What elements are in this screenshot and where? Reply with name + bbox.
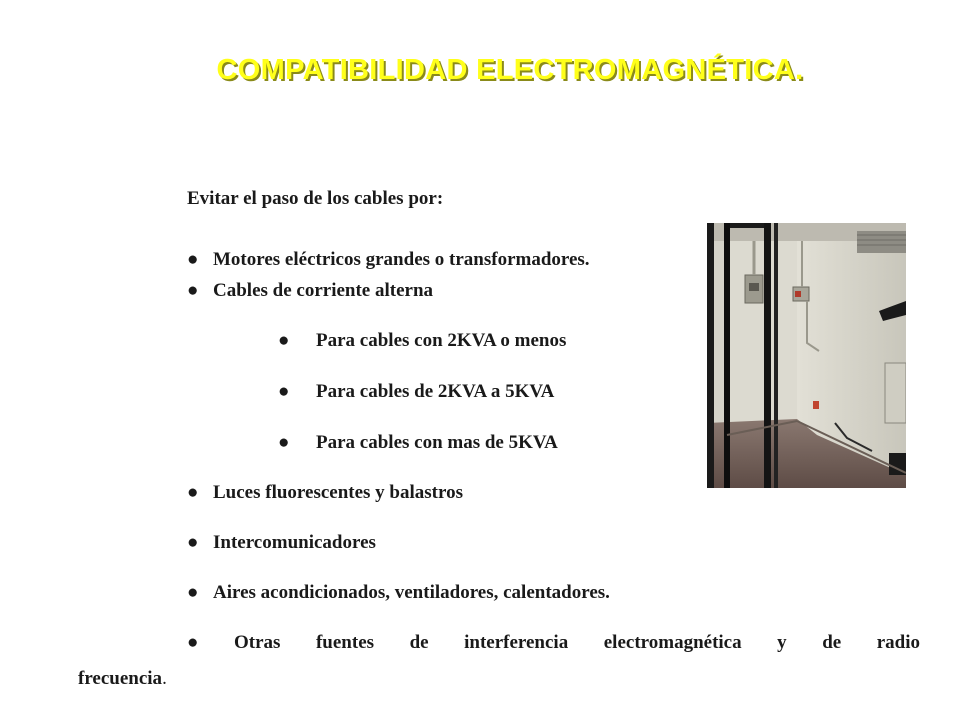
server-room-photo bbox=[707, 223, 906, 488]
bullet-icon: ● bbox=[278, 381, 290, 402]
intro-text: Evitar el paso de los cables por: bbox=[187, 188, 444, 209]
bullet-icon: ● bbox=[278, 330, 290, 351]
word: de bbox=[822, 632, 842, 653]
list-item bbox=[187, 482, 463, 504]
list-item-label: Luces fluorescentes y balastros bbox=[213, 482, 463, 503]
bullet-icon: ● bbox=[187, 249, 199, 270]
list-item-label: Cables de corriente alterna bbox=[213, 280, 434, 301]
sub-list-item bbox=[278, 432, 558, 454]
list-item-label: Aires acondicionados, ventiladores, calentadores. bbox=[213, 582, 610, 603]
list-item-label: Motores eléctricos grandes o transformadores. bbox=[213, 249, 590, 270]
list-item-continuation bbox=[78, 668, 167, 690]
list-item bbox=[187, 280, 433, 302]
list-item-label: Intercomunicadores bbox=[213, 532, 376, 553]
word: Otras bbox=[234, 632, 281, 653]
word: radio bbox=[876, 632, 920, 653]
sub-list-item-label: Para cables de 2KVA a 5KVA bbox=[316, 381, 555, 402]
bullet-icon: ● bbox=[187, 582, 199, 603]
bullet-icon: ● bbox=[278, 432, 290, 453]
word: fuentes bbox=[315, 632, 375, 653]
word: y bbox=[777, 632, 787, 653]
word: de bbox=[409, 632, 429, 653]
sub-list-item bbox=[278, 381, 554, 403]
justified-list-item bbox=[187, 632, 920, 654]
list-item bbox=[187, 582, 610, 604]
word: electromagnética bbox=[603, 632, 742, 653]
sub-list-item-label: Para cables con mas de 5KVA bbox=[316, 432, 558, 453]
bullet-icon: ● bbox=[187, 532, 199, 553]
list-item bbox=[187, 532, 376, 554]
bullet-icon: ● bbox=[187, 482, 199, 503]
continuation-text: frecuencia bbox=[78, 668, 163, 689]
bullet-icon: ● bbox=[187, 280, 199, 301]
bullet-icon: ● bbox=[187, 632, 199, 653]
slide-title: COMPATIBILIDAD ELECTROMAGNÉTICA. bbox=[216, 54, 804, 86]
period: . bbox=[162, 668, 167, 689]
sub-list-item bbox=[278, 330, 566, 352]
list-item bbox=[187, 249, 590, 271]
word: interferencia bbox=[464, 632, 569, 653]
sub-list-item-label: Para cables con 2KVA o menos bbox=[316, 330, 567, 351]
